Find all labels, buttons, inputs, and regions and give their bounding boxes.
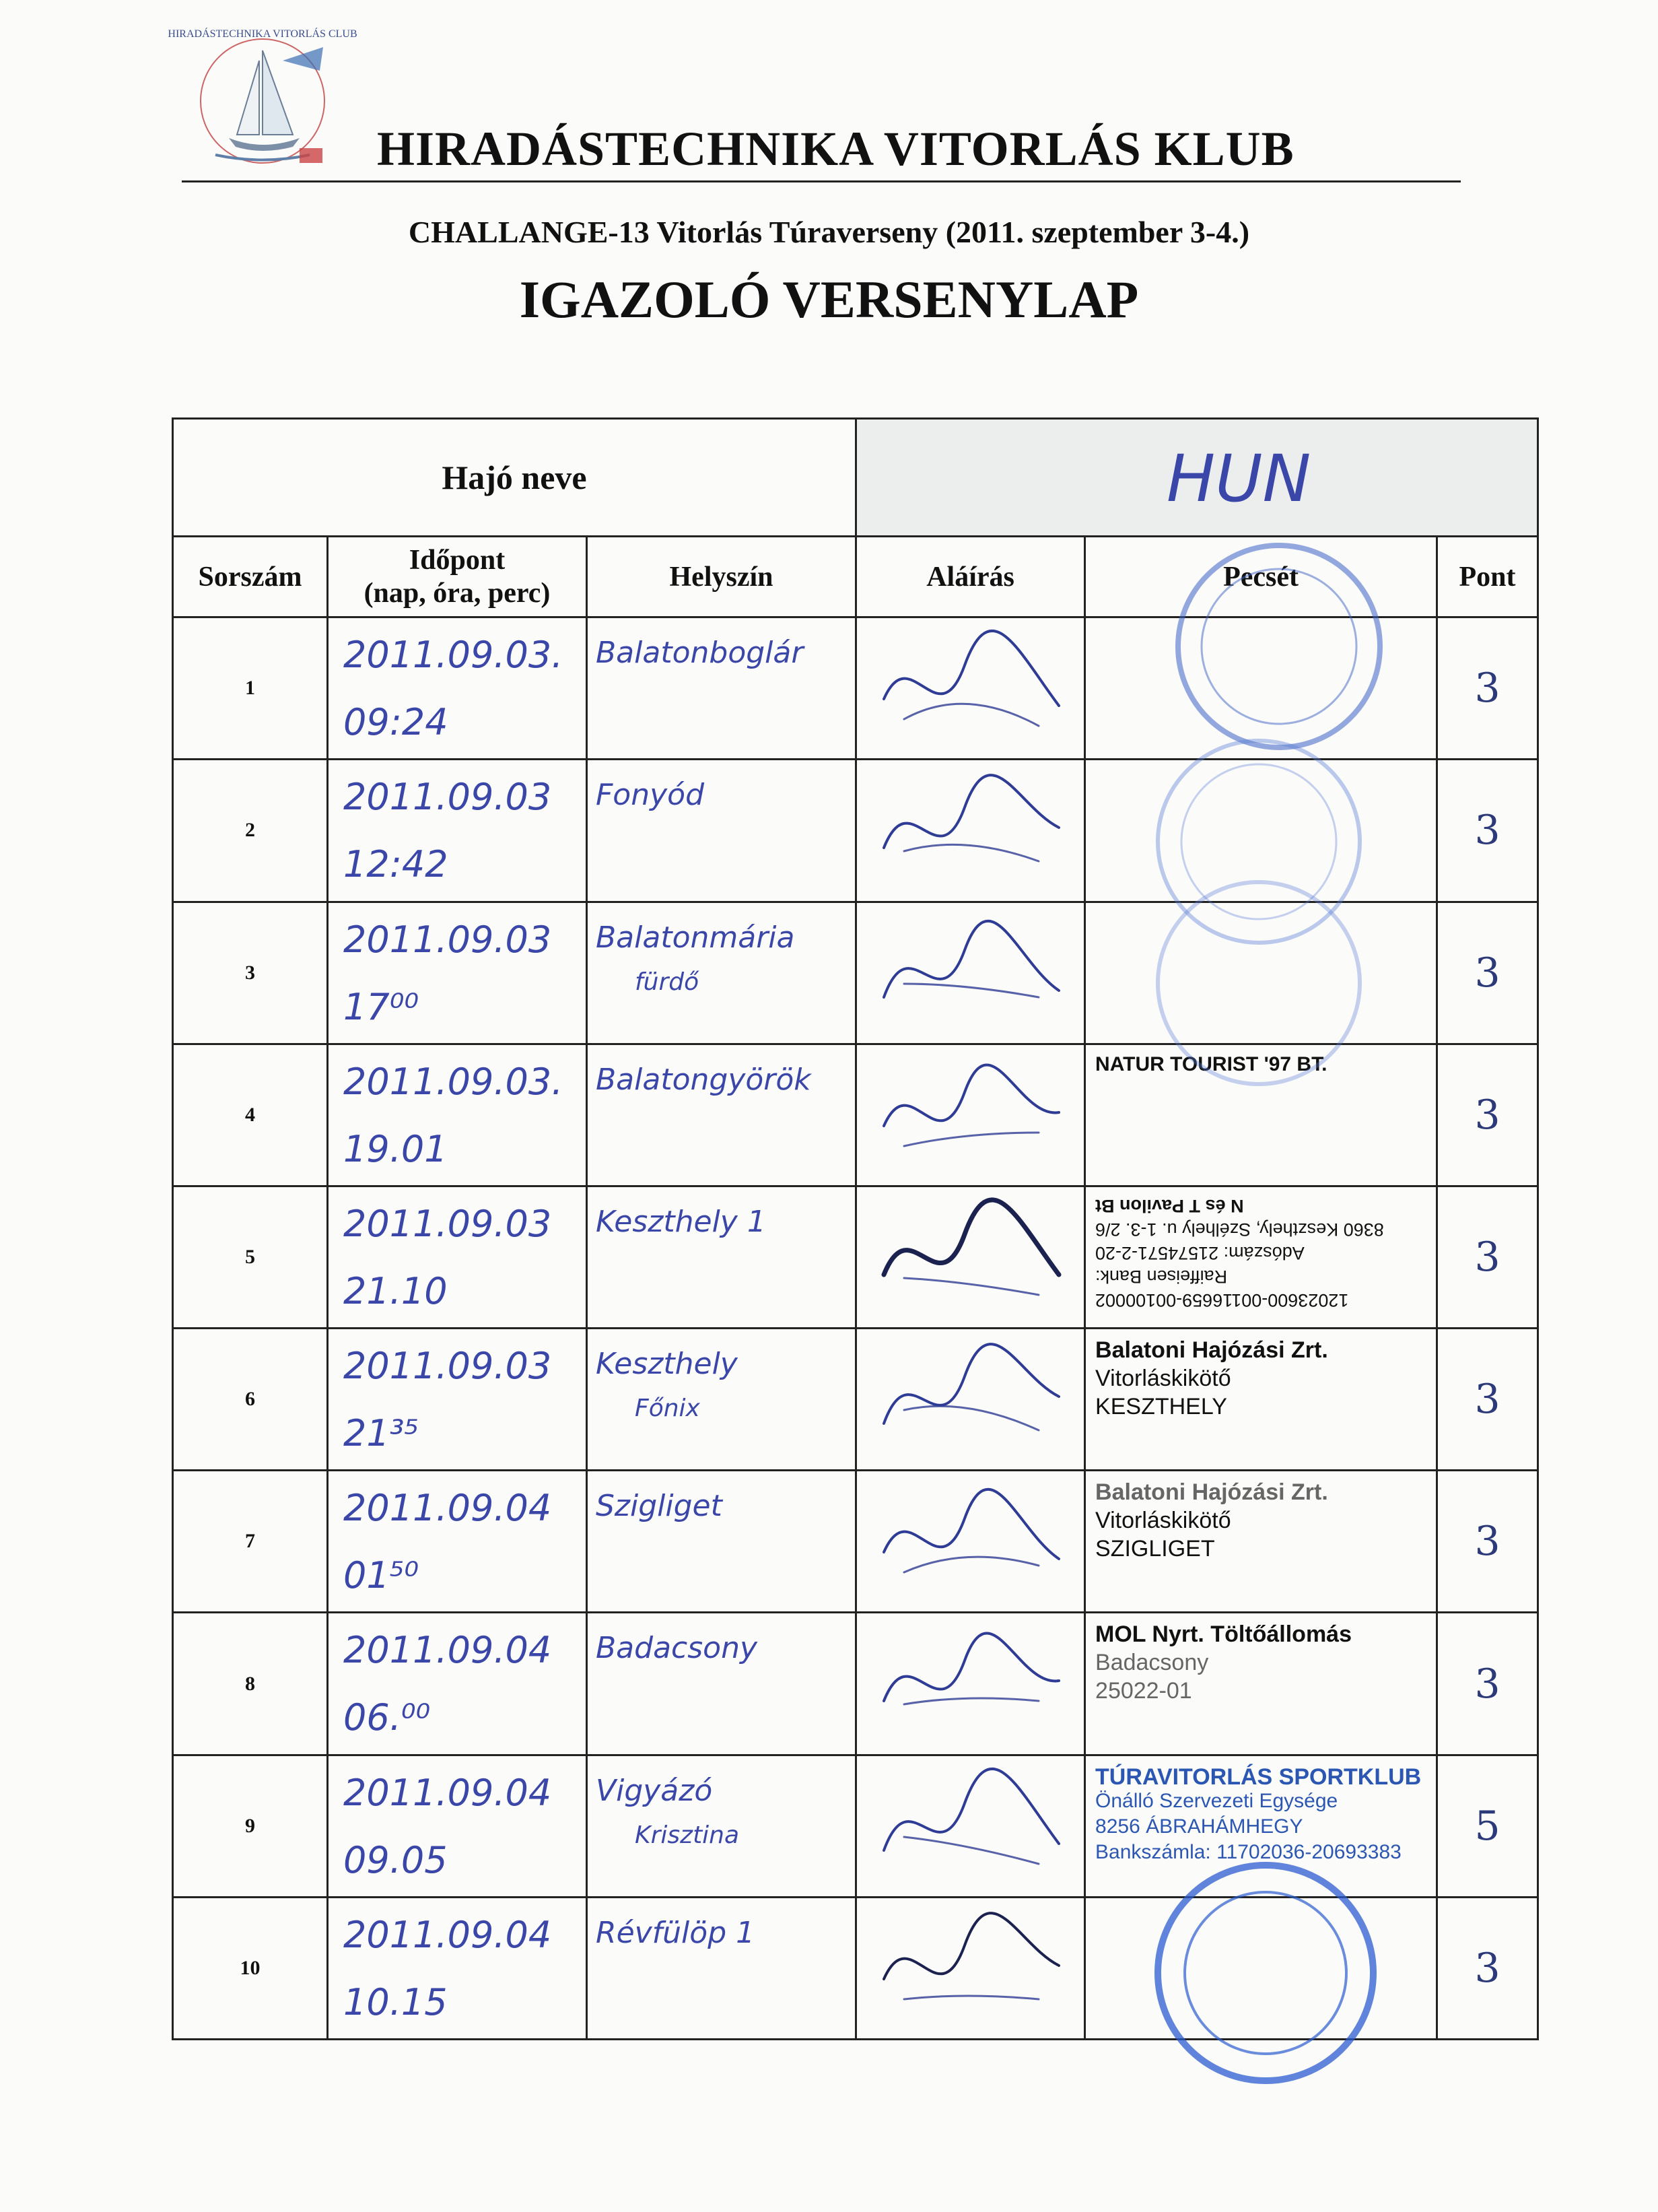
handwritten-signature (864, 1052, 1072, 1180)
logo-text: HIRADÁSTECHNIKA VITORLÁS CLUB (168, 28, 357, 40)
handwritten-signature (864, 625, 1072, 753)
col-header-number: Sorszám (173, 537, 328, 617)
row-time: 21³⁵ (343, 1412, 419, 1455)
time-cell[interactable] (328, 1186, 587, 1328)
row-time: 06.⁰⁰ (343, 1696, 431, 1739)
time-cell[interactable] (328, 1897, 587, 2039)
stamp-cell (1085, 760, 1437, 902)
place-cell[interactable] (587, 1044, 856, 1186)
header-row (173, 537, 1538, 617)
score-sheet-table (172, 417, 1539, 2040)
row-points[interactable]: 3 (1437, 1329, 1538, 1471)
row-time: 19.01 (343, 1127, 448, 1170)
ship-name-field[interactable] (856, 419, 1538, 537)
col-header-points: Pont (1437, 537, 1538, 617)
stamp-line: 12023600-00116659-00100002 (1095, 1289, 1349, 1310)
row-place: Keszthely (596, 1347, 738, 1382)
row-number: 7 (173, 1471, 328, 1613)
row-time: 09:24 (343, 701, 448, 744)
stamp-cell (1085, 902, 1437, 1044)
row-number: 1 (173, 617, 328, 760)
stamp-cell (1085, 1329, 1437, 1471)
col-header-signature: Aláírás (856, 537, 1085, 617)
signature-cell[interactable] (856, 1186, 1085, 1328)
row-date: 2011.09.03 (343, 918, 552, 961)
row-points[interactable]: 3 (1437, 1186, 1538, 1328)
stamp-cell (1085, 1897, 1437, 2039)
event-line: CHALLANGE-13 Vitorlás Túraverseny (2011. szeptember 3-4.) (408, 215, 1250, 249)
stamp-line: TÚRAVITORLÁS SPORTKLUB (1095, 1764, 1422, 1790)
row-date: 2011.09.04 (343, 1629, 552, 1672)
row-points[interactable]: 3 (1437, 1044, 1538, 1186)
stamp-cell (1085, 1186, 1437, 1328)
time-cell[interactable] (328, 1471, 587, 1613)
row-number: 2 (173, 760, 328, 902)
stamp-line: 25022-01 (1095, 1678, 1192, 1704)
stamp-line: SZIGLIGET (1095, 1536, 1215, 1562)
stamp-line: Badacsony (1095, 1650, 1209, 1676)
handwritten-signature (864, 1336, 1072, 1464)
stamp-line: Vitorláskikötő (1095, 1508, 1231, 1534)
stamp-line: Bankszámla: 11702036-20693383 (1095, 1840, 1402, 1863)
row-date: 2011.09.03 (343, 776, 552, 819)
place-cell[interactable] (587, 1897, 856, 2039)
row-time: 17⁰⁰ (343, 985, 419, 1028)
time-cell[interactable] (328, 1755, 587, 1897)
table-row (173, 760, 1538, 902)
place-cell[interactable] (587, 760, 856, 902)
row-points[interactable]: 3 (1437, 1897, 1538, 2039)
time-cell[interactable] (328, 1044, 587, 1186)
row-time: 21.10 (343, 1269, 448, 1312)
row-time: 01⁵⁰ (343, 1554, 419, 1597)
stamp-line: 8256 ÁBRAHÁMHEGY (1095, 1815, 1303, 1838)
row-place: Vigyázó (596, 1773, 713, 1808)
time-cell[interactable] (328, 760, 587, 902)
row-place: Révfülöp 1 (596, 1915, 755, 1950)
handwritten-signature (864, 910, 1072, 1038)
stamp-line: MOL Nyrt. Töltőállomás (1095, 1621, 1352, 1648)
stamp-line: Balatoni Hajózási Zrt. (1095, 1337, 1328, 1364)
row-date: 2011.09.04 (343, 1913, 552, 1956)
handwritten-signature (864, 1478, 1072, 1606)
signature-cell[interactable] (856, 1044, 1085, 1186)
club-logo (168, 20, 357, 189)
row-points[interactable]: 3 (1437, 902, 1538, 1044)
row-place: Fonyód (596, 778, 705, 813)
place-cell[interactable] (587, 1186, 856, 1328)
signature-cell[interactable] (856, 1471, 1085, 1613)
stamp-line: KESZTHELY (1095, 1394, 1227, 1420)
place-cell[interactable] (587, 617, 856, 760)
col-header-time-line1: Időpont (409, 545, 506, 576)
time-cell[interactable] (328, 1613, 587, 1755)
signature-cell[interactable] (856, 1897, 1085, 2039)
signature-cell[interactable] (856, 902, 1085, 1044)
row-points[interactable]: 5 (1437, 1755, 1538, 1897)
row-time: 12:42 (343, 843, 448, 886)
signature-cell[interactable] (856, 1329, 1085, 1471)
col-header-stamp: Pecsét (1085, 537, 1437, 617)
club-name: HIRADÁSTECHNIKA VITORLÁS KLUB (377, 122, 1294, 176)
stamp-line: Raiffeisen Bank: (1095, 1266, 1228, 1287)
stamp-line: Önálló Szervezeti Egysége (1095, 1789, 1338, 1812)
stamp-cell (1085, 1755, 1437, 1897)
row-number: 10 (173, 1897, 328, 2039)
table-row (173, 1613, 1538, 1755)
col-header-time-line2: (nap, óra, perc) (364, 577, 551, 609)
row-place: Szigliget (596, 1489, 722, 1524)
signature-cell[interactable] (856, 1613, 1085, 1755)
row-place: Badacsony (596, 1631, 758, 1666)
title-divider (182, 180, 1461, 182)
row-place: Balatonmária (596, 920, 795, 955)
stamp-line: Vitorláskikötő (1095, 1366, 1231, 1392)
row-date: 2011.09.03. (343, 634, 563, 677)
table-row (173, 1755, 1538, 1897)
row-number: 8 (173, 1613, 328, 1755)
stamp-line: Adószám: 21574571-2-20 (1095, 1242, 1305, 1263)
place-cell[interactable] (587, 1755, 856, 1897)
ship-name-label: Hajó neve (173, 419, 856, 537)
stamp-cell (1085, 1044, 1437, 1186)
table-row (173, 1186, 1538, 1328)
row-time: 10.15 (343, 1980, 448, 2023)
row-points[interactable]: 3 (1437, 1471, 1538, 1613)
row-number: 3 (173, 902, 328, 1044)
row-date: 2011.09.04 (343, 1487, 552, 1530)
row-points[interactable]: 3 (1437, 760, 1538, 902)
row-place-line2: Főnix (635, 1395, 700, 1423)
row-date: 2011.09.04 (343, 1771, 552, 1814)
row-points[interactable]: 3 (1437, 1613, 1538, 1755)
signature-cell[interactable] (856, 760, 1085, 902)
table-row (173, 902, 1538, 1044)
stamp-cell (1085, 617, 1437, 760)
time-cell[interactable] (328, 902, 587, 1044)
time-cell[interactable] (328, 1329, 587, 1471)
stamp-line: Balatoni Hajózási Zrt. (1095, 1479, 1328, 1506)
row-date: 2011.09.03. (343, 1060, 563, 1103)
row-place-line2: Krisztina (635, 1821, 740, 1849)
row-place: Balatongyörök (596, 1062, 811, 1097)
place-cell[interactable] (587, 902, 856, 1044)
ship-name-value: HUN (1167, 441, 1311, 516)
row-place-line2: fürdő (635, 968, 699, 996)
ship-name-row (173, 419, 1538, 537)
table-row (173, 1897, 1538, 2039)
table-row (173, 617, 1538, 760)
stamp-line: N és T Pavilon Bt (1095, 1195, 1244, 1216)
signature-cell[interactable] (856, 617, 1085, 760)
col-header-time (328, 537, 587, 617)
row-time: 09.05 (343, 1838, 448, 1881)
row-number: 4 (173, 1044, 328, 1186)
document-title: IGAZOLÓ VERSENYLAP (519, 270, 1139, 329)
row-number: 5 (173, 1186, 328, 1328)
place-cell[interactable] (587, 1613, 856, 1755)
col-header-place: Helyszín (587, 537, 856, 617)
handwritten-signature (864, 1763, 1072, 1891)
handwritten-signature (864, 1620, 1072, 1748)
row-place: Keszthely 1 (596, 1204, 766, 1239)
row-place: Balatonboglár (596, 636, 804, 671)
handwritten-signature (864, 1905, 1072, 2033)
signature-cell[interactable] (856, 1755, 1085, 1897)
row-date: 2011.09.03 (343, 1345, 552, 1388)
row-number: 9 (173, 1755, 328, 1897)
table-row (173, 1329, 1538, 1471)
time-cell[interactable] (328, 617, 587, 760)
stamp-line: 8360 Keszthely, Szélhely u. 1-3. 2/6 (1095, 1219, 1384, 1240)
place-cell[interactable] (587, 1471, 856, 1613)
handwritten-signature (864, 1194, 1072, 1322)
row-points[interactable]: 3 (1437, 617, 1538, 760)
stamp-cell (1085, 1613, 1437, 1755)
row-number: 6 (173, 1329, 328, 1471)
handwritten-signature (864, 767, 1072, 895)
table-row (173, 1471, 1538, 1613)
row-date: 2011.09.03 (343, 1202, 552, 1245)
table-row (173, 1044, 1538, 1186)
place-cell[interactable] (587, 1329, 856, 1471)
stamp-line: NATUR TOURIST '97 BT. (1095, 1052, 1327, 1075)
stamp-cell (1085, 1471, 1437, 1613)
